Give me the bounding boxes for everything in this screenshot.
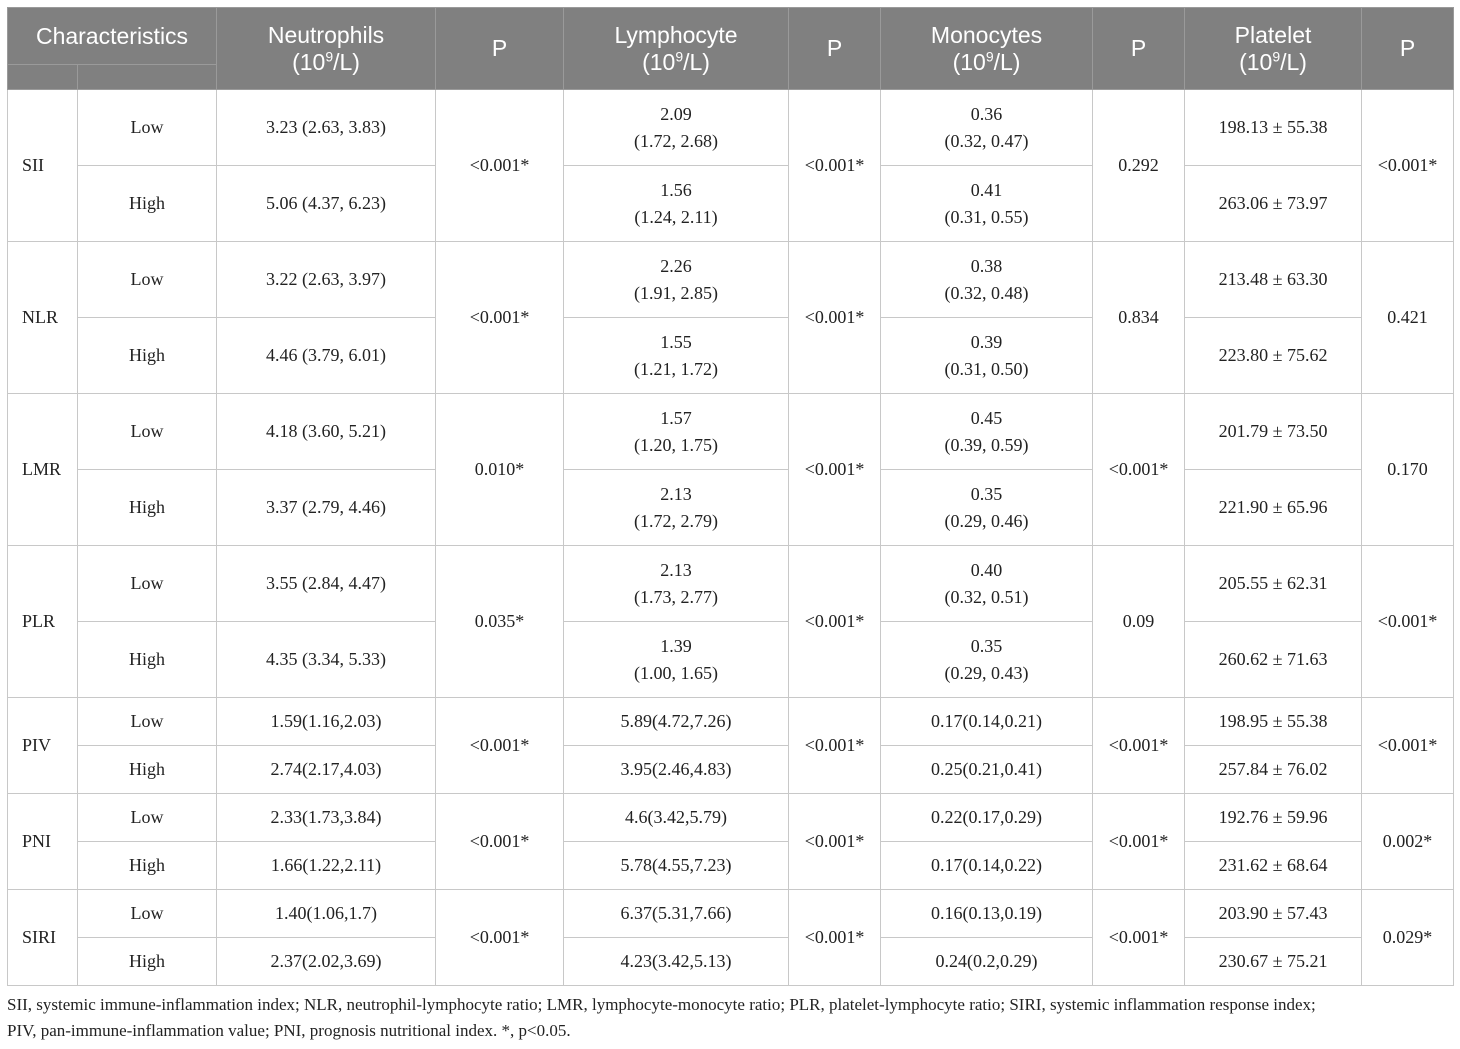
group-name: NLR	[8, 242, 78, 394]
neutrophils-cell: 2.37(2.02,3.69)	[217, 938, 436, 986]
table-row	[8, 90, 1454, 166]
platelet-cell: 257.84 ± 76.02	[1185, 746, 1362, 794]
lymphocyte-cell: 6.37(5.31,7.66)	[564, 890, 789, 938]
lymphocyte-cell: 5.78(4.55,7.23)	[564, 842, 789, 890]
table-row	[8, 546, 1454, 622]
p-monocytes-cell: <0.001*	[1093, 890, 1185, 986]
neutrophils-cell: 2.74(2.17,4.03)	[217, 746, 436, 794]
neutrophils-cell: 3.23 (2.63, 3.83)	[217, 90, 436, 166]
platelet-cell: 221.90 ± 65.96	[1185, 470, 1362, 546]
platelet-cell: 205.55 ± 62.31	[1185, 546, 1362, 622]
monocytes-cell: 0.24(0.2,0.29)	[881, 938, 1093, 986]
level-cell: High	[78, 938, 217, 986]
level-cell: High	[78, 166, 217, 242]
table-row	[8, 938, 1454, 986]
header-sub-blank-1	[8, 65, 78, 90]
p-lymphocyte-cell: <0.001*	[789, 90, 881, 242]
level-cell: Low	[78, 890, 217, 938]
p-neutrophils-cell: <0.001*	[436, 890, 564, 986]
lymphocyte-cell: 4.6(3.42,5.79)	[564, 794, 789, 842]
header-p-monocytes: P	[1093, 8, 1185, 90]
level-cell: High	[78, 318, 217, 394]
p-platelet-cell: 0.002*	[1362, 794, 1454, 890]
monocytes-cell: 0.25(0.21,0.41)	[881, 746, 1093, 794]
neutrophils-cell: 5.06 (4.37, 6.23)	[217, 166, 436, 242]
lymphocyte-cell: 2.13 (1.72, 2.79)	[564, 470, 789, 546]
monocytes-cell: 0.41 (0.31, 0.55)	[881, 166, 1093, 242]
platelet-cell: 230.67 ± 75.21	[1185, 938, 1362, 986]
lymphocyte-cell: 4.23(3.42,5.13)	[564, 938, 789, 986]
neutrophils-cell: 3.37 (2.79, 4.46)	[217, 470, 436, 546]
header-sub-blank-2	[78, 65, 217, 90]
level-cell: High	[78, 622, 217, 698]
monocytes-cell: 0.39 (0.31, 0.50)	[881, 318, 1093, 394]
table-row	[8, 890, 1454, 938]
lymphocyte-cell: 1.39 (1.00, 1.65)	[564, 622, 789, 698]
table-footnote	[7, 992, 1453, 1044]
table-body	[8, 90, 1454, 986]
level-cell: Low	[78, 794, 217, 842]
platelet-cell: 198.95 ± 55.38	[1185, 698, 1362, 746]
p-platelet-cell: 0.029*	[1362, 890, 1454, 986]
level-cell: Low	[78, 90, 217, 166]
level-cell: Low	[78, 698, 217, 746]
table-row	[8, 842, 1454, 890]
table-row	[8, 318, 1454, 394]
neutrophils-cell: 1.40(1.06,1.7)	[217, 890, 436, 938]
lymphocyte-cell: 1.56 (1.24, 2.11)	[564, 166, 789, 242]
group-name: SII	[8, 90, 78, 242]
platelet-cell: 223.80 ± 75.62	[1185, 318, 1362, 394]
platelet-cell: 203.90 ± 57.43	[1185, 890, 1362, 938]
footnote-line-2: PIV, pan-immune-inflammation value; PNI, prognosis nutritional index. *, p<0.05.	[7, 1021, 571, 1040]
table-row	[8, 166, 1454, 242]
neutrophils-cell: 1.66(1.22,2.11)	[217, 842, 436, 890]
level-cell: Low	[78, 242, 217, 318]
p-monocytes-cell: <0.001*	[1093, 698, 1185, 794]
monocytes-cell: 0.40 (0.32, 0.51)	[881, 546, 1093, 622]
platelet-cell: 201.79 ± 73.50	[1185, 394, 1362, 470]
data-table	[7, 7, 1454, 986]
neutrophils-cell: 3.22 (2.63, 3.97)	[217, 242, 436, 318]
p-lymphocyte-cell: <0.001*	[789, 242, 881, 394]
monocytes-cell: 0.35 (0.29, 0.43)	[881, 622, 1093, 698]
neutrophils-cell: 1.59(1.16,2.03)	[217, 698, 436, 746]
p-platelet-cell: <0.001*	[1362, 90, 1454, 242]
header-lymphocyte: Lymphocyte $(10^9/L)$	[564, 8, 789, 90]
footnote-line-1: SII, systemic immune-inflammation index; NLR, neutrophil-lymphocyte ratio; LMR, lymphocyte-monocyte ratio; PLR, platelet-lymphocyte ratio; SIRI, systemic inflammation response index;	[7, 995, 1316, 1014]
lymphocyte-cell: 5.89(4.72,7.26)	[564, 698, 789, 746]
table-header	[8, 8, 1454, 90]
p-lymphocyte-cell: <0.001*	[789, 890, 881, 986]
p-monocytes-cell: <0.001*	[1093, 794, 1185, 890]
monocytes-cell: 0.22(0.17,0.29)	[881, 794, 1093, 842]
monocytes-cell: 0.36 (0.32, 0.47)	[881, 90, 1093, 166]
header-platelet: Platelet $(10^9/L)$	[1185, 8, 1362, 90]
p-lymphocyte-cell: <0.001*	[789, 794, 881, 890]
monocytes-cell: 0.17(0.14,0.22)	[881, 842, 1093, 890]
p-platelet-cell: <0.001*	[1362, 698, 1454, 794]
header-p-neutrophils: P	[436, 8, 564, 90]
table-row	[8, 470, 1454, 546]
group-name: PNI	[8, 794, 78, 890]
p-monocytes-cell: 0.834	[1093, 242, 1185, 394]
group-name: PIV	[8, 698, 78, 794]
group-name: SIRI	[8, 890, 78, 986]
platelet-cell: 263.06 ± 73.97	[1185, 166, 1362, 242]
level-cell: Low	[78, 394, 217, 470]
monocytes-cell: 0.45 (0.39, 0.59)	[881, 394, 1093, 470]
neutrophils-cell: 4.35 (3.34, 5.33)	[217, 622, 436, 698]
p-lymphocyte-cell: <0.001*	[789, 698, 881, 794]
data-table-container	[7, 7, 1453, 986]
header-neutrophils: Neutrophils $(10^9/L)$	[217, 8, 436, 90]
lymphocyte-cell: 2.26 (1.91, 2.85)	[564, 242, 789, 318]
monocytes-cell: 0.16(0.13,0.19)	[881, 890, 1093, 938]
p-monocytes-cell: 0.09	[1093, 546, 1185, 698]
p-monocytes-cell: 0.292	[1093, 90, 1185, 242]
level-cell: High	[78, 842, 217, 890]
level-cell: Low	[78, 546, 217, 622]
lymphocyte-cell: 2.09 (1.72, 2.68)	[564, 90, 789, 166]
table-row	[8, 242, 1454, 318]
header-p-lymphocyte: P	[789, 8, 881, 90]
platelet-cell: 213.48 ± 63.30	[1185, 242, 1362, 318]
p-monocytes-cell: <0.001*	[1093, 394, 1185, 546]
lymphocyte-cell: 1.57 (1.20, 1.75)	[564, 394, 789, 470]
monocytes-cell: 0.17(0.14,0.21)	[881, 698, 1093, 746]
p-platelet-cell: 0.421	[1362, 242, 1454, 394]
p-neutrophils-cell: <0.001*	[436, 90, 564, 242]
platelet-cell: 231.62 ± 68.64	[1185, 842, 1362, 890]
table-row	[8, 746, 1454, 794]
group-name: LMR	[8, 394, 78, 546]
platelet-cell: 260.62 ± 71.63	[1185, 622, 1362, 698]
platelet-cell: 198.13 ± 55.38	[1185, 90, 1362, 166]
neutrophils-cell: 2.33(1.73,3.84)	[217, 794, 436, 842]
p-neutrophils-cell: <0.001*	[436, 794, 564, 890]
lymphocyte-cell: 2.13 (1.73, 2.77)	[564, 546, 789, 622]
table-row	[8, 794, 1454, 842]
level-cell: High	[78, 470, 217, 546]
neutrophils-cell: 4.46 (3.79, 6.01)	[217, 318, 436, 394]
header-monocytes: Monocytes $(10^9/L)$	[881, 8, 1093, 90]
header-p-platelet: P	[1362, 8, 1454, 90]
table-row	[8, 394, 1454, 470]
neutrophils-cell: 3.55 (2.84, 4.47)	[217, 546, 436, 622]
monocytes-cell: 0.38 (0.32, 0.48)	[881, 242, 1093, 318]
p-lymphocyte-cell: <0.001*	[789, 546, 881, 698]
neutrophils-cell: 4.18 (3.60, 5.21)	[217, 394, 436, 470]
p-platelet-cell: <0.001*	[1362, 546, 1454, 698]
p-platelet-cell: 0.170	[1362, 394, 1454, 546]
group-name: PLR	[8, 546, 78, 698]
lymphocyte-cell: 1.55 (1.21, 1.72)	[564, 318, 789, 394]
level-cell: High	[78, 746, 217, 794]
p-lymphocyte-cell: <0.001*	[789, 394, 881, 546]
header-characteristics: Characteristics	[8, 8, 217, 65]
monocytes-cell: 0.35 (0.29, 0.46)	[881, 470, 1093, 546]
platelet-cell: 192.76 ± 59.96	[1185, 794, 1362, 842]
lymphocyte-cell: 3.95(2.46,4.83)	[564, 746, 789, 794]
table-row	[8, 698, 1454, 746]
table-row	[8, 622, 1454, 698]
p-neutrophils-cell: <0.001*	[436, 698, 564, 794]
p-neutrophils-cell: 0.035*	[436, 546, 564, 698]
p-neutrophils-cell: 0.010*	[436, 394, 564, 546]
p-neutrophils-cell: <0.001*	[436, 242, 564, 394]
